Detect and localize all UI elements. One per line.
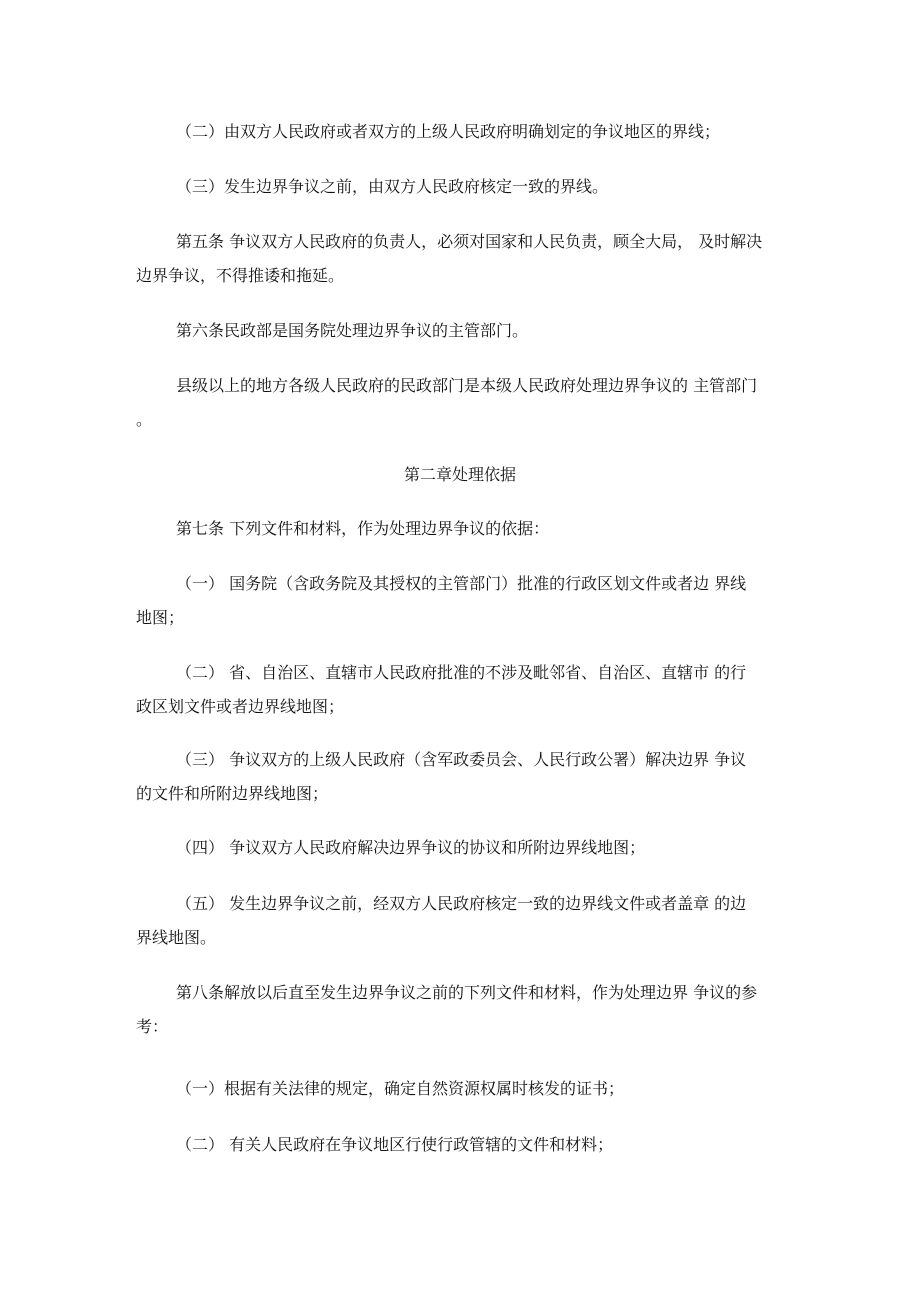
- article-8-line-1: 第八条解放以后直至发生边界争议之前的下列文件和材料，作为处理边界 争议的参: [176, 983, 758, 1002]
- article-6: 第六条民政部是国务院处理边界争议的主管部门。: [176, 321, 529, 340]
- article-8-line-2: 考：: [136, 1017, 169, 1036]
- paragraph-boundary-item-2: （二）由双方人民政府或者双方的上级人民政府明确划定的争议地区的界线；: [176, 122, 721, 141]
- article-7-item-3-line-2: 的文件和所附边界线地图；: [136, 784, 329, 803]
- article-5-line-2: 边界争议，不得推诿和拖延。: [136, 266, 345, 285]
- chapter-title: 第二章处理依据: [403, 465, 516, 484]
- article-7-item-1-line-2: 地图；: [136, 608, 185, 627]
- article-7-item-1-line-1: （一） 国务院（含政务院及其授权的主管部门）批准的行政区划文件或者边 界线: [176, 574, 747, 593]
- article-7-item-2-line-2: 政区划文件或者边界线地图；: [136, 697, 345, 716]
- article-7-item-5-line-1: （五） 发生边界争议之前，经双方人民政府核定一致的边界线文件或者盖章 的边: [176, 894, 747, 913]
- article-7-item-2-line-1: （二） 省、自治区、直辖市人民政府批准的不涉及毗邻省、自治区、直辖市 的行: [176, 663, 747, 682]
- paragraph-boundary-item-3: （三）发生边界争议之前，由双方人民政府核定一致的界线。: [176, 177, 609, 196]
- county-level-line-1: 县级以上的地方各级人民政府的民政部门是本级人民政府处理边界争议的 主管部门: [176, 376, 758, 395]
- article-7-item-4: （四） 争议双方人民政府解决边界争议的协议和所附边界线地图；: [176, 838, 646, 857]
- article-7-item-5-line-2: 界线地图。: [136, 928, 217, 947]
- article-8-item-1: （一）根据有关法律的规定，确定自然资源权属时核发的证书；: [176, 1079, 625, 1098]
- article-7: 第七条 下列文件和材料，作为处理边界争议的依据：: [176, 519, 550, 538]
- article-8-item-2: （二） 有关人民政府在争议地区行使行政管辖的文件和材料；: [176, 1135, 614, 1154]
- county-level-line-2: 。: [136, 410, 153, 429]
- article-5-line-1: 第五条 争议双方人民政府的负责人，必须对国家和人民负责，顾全大局， 及时解决: [176, 232, 763, 251]
- article-7-item-3-line-1: （三） 争议双方的上级人民政府（含军政委员会、人民行政公署）解决边界 争议: [176, 750, 747, 769]
